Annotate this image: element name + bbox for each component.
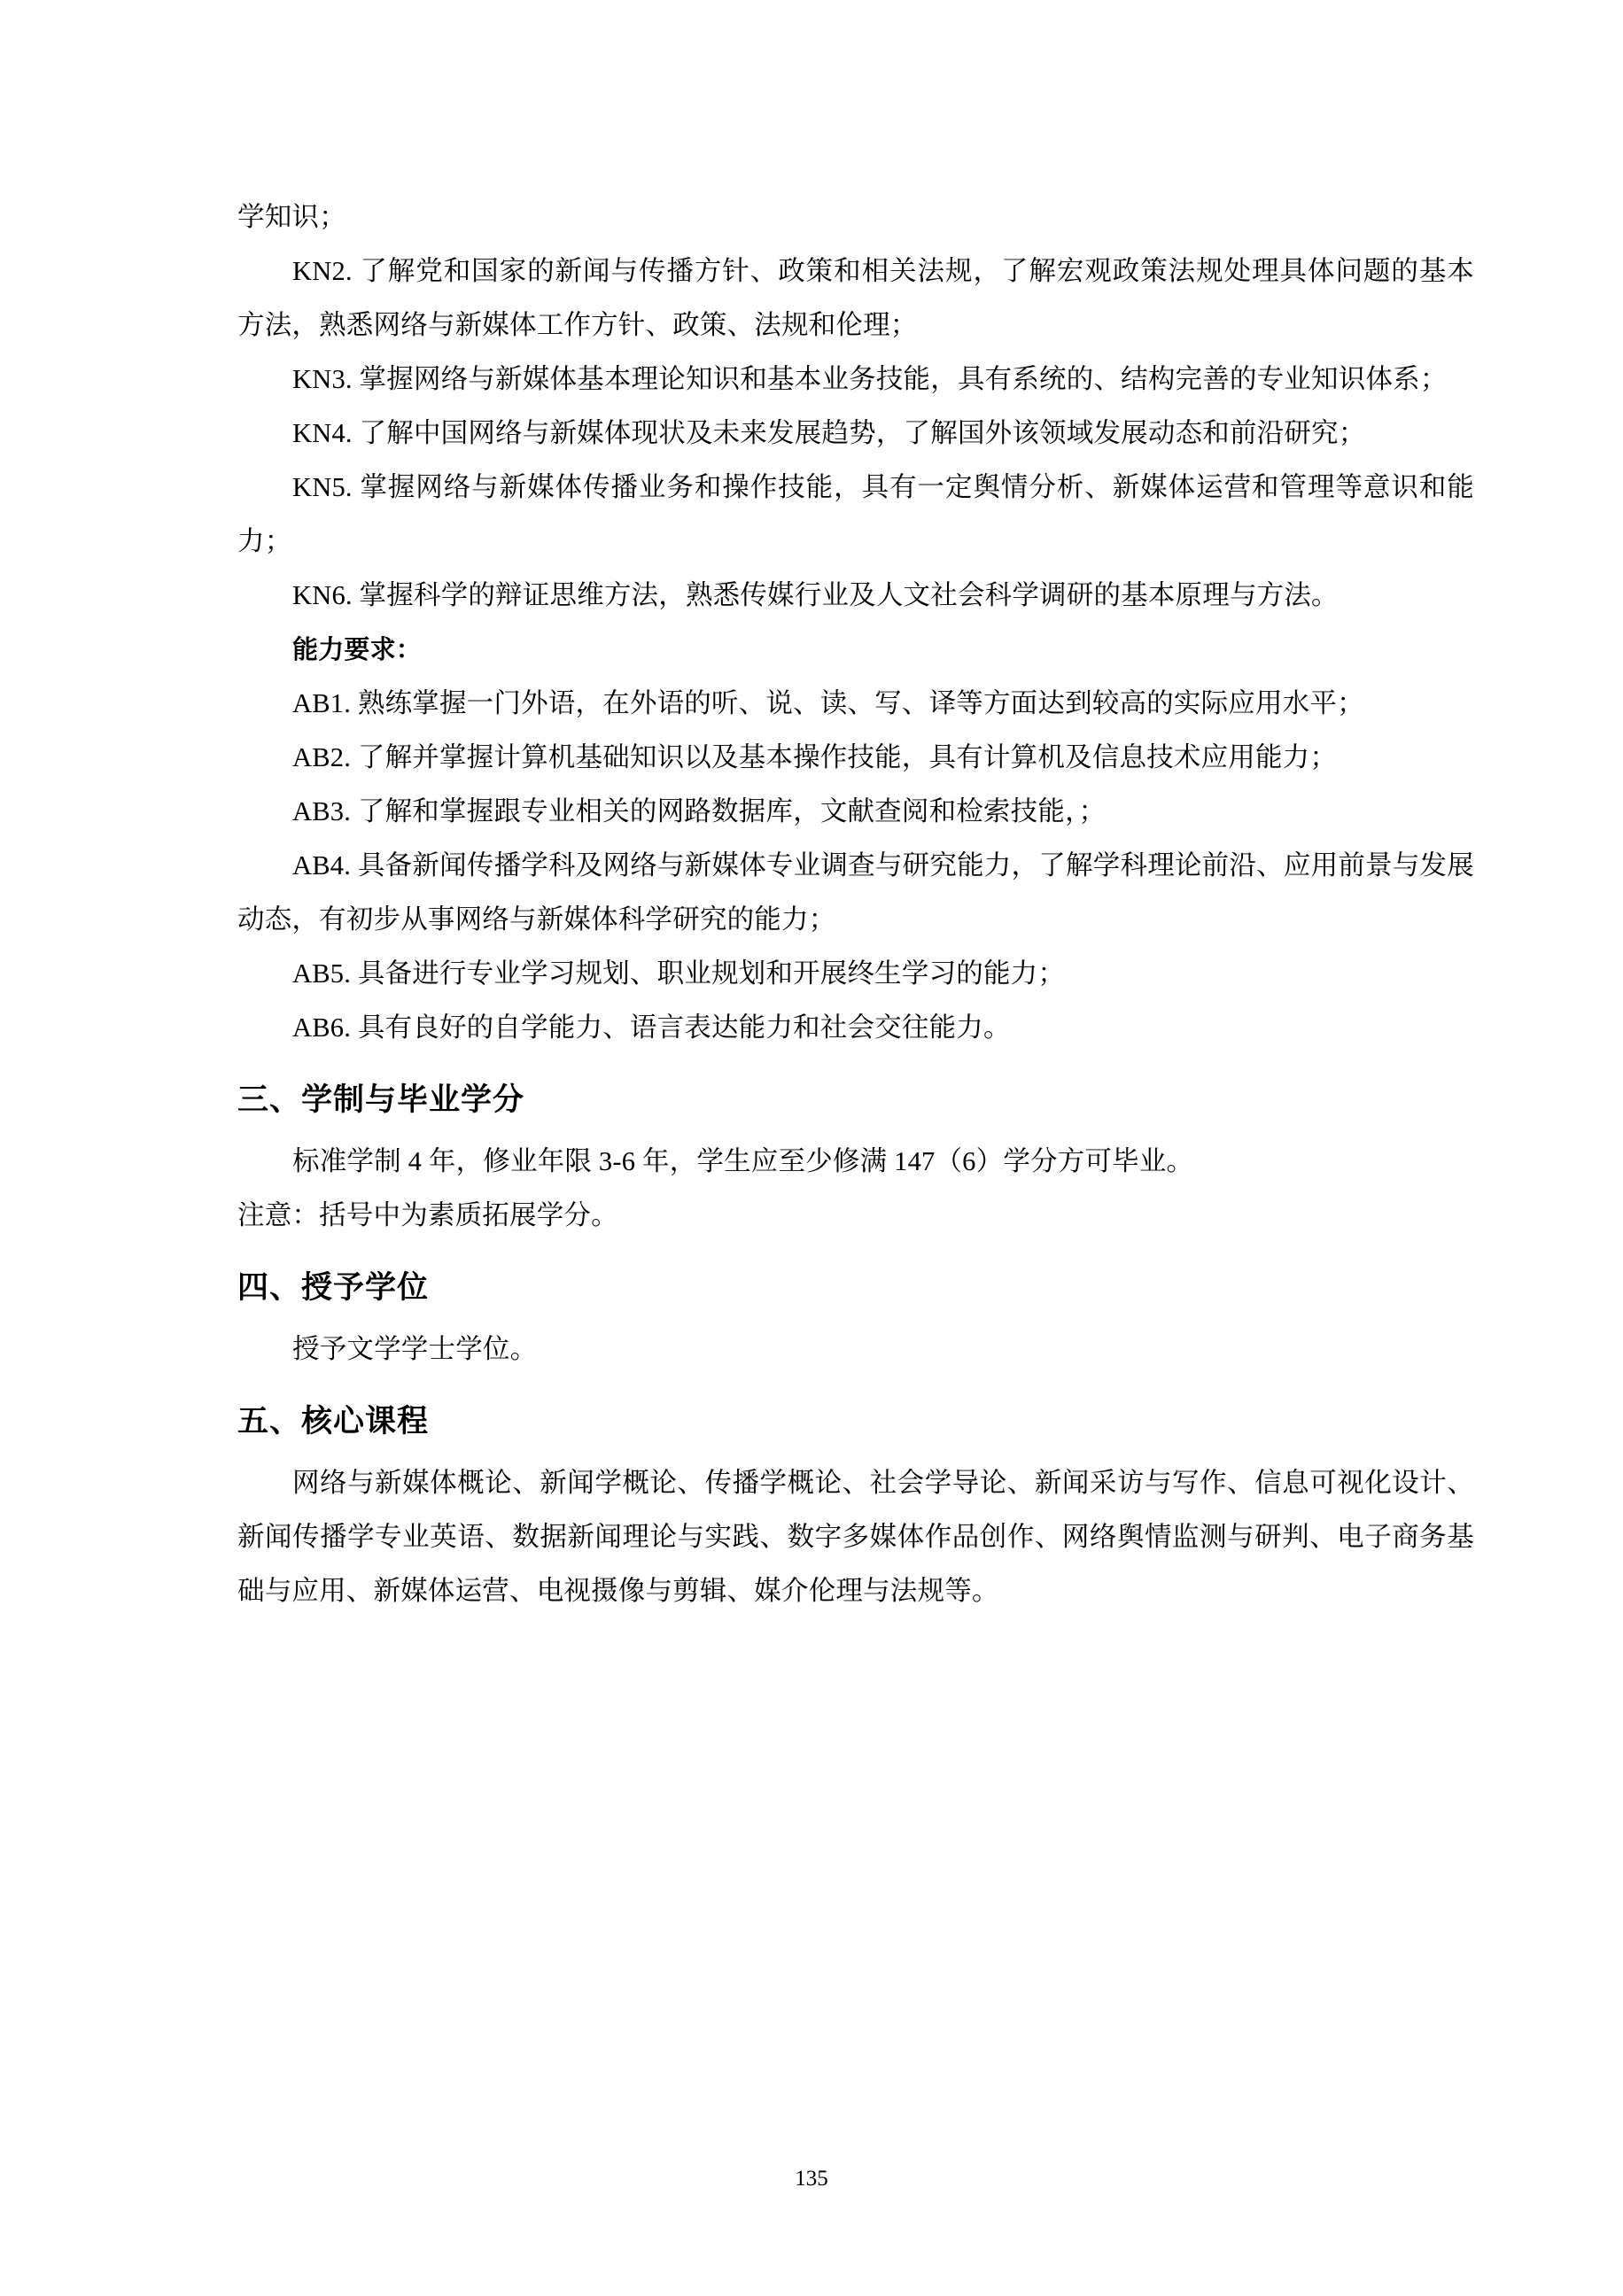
ability-item-ab1: AB1. 熟练掌握一门外语，在外语的听、说、读、写、译等方面达到较高的实际应用水平； xyxy=(292,688,1364,718)
knowledge-item-kn2: KN2. 了解党和国家的新闻与传播方针、政策和相关法规，了解宏观政策法规处理具体问题的基本方法，熟悉网络与新媒体工作方针、政策、法规和伦理； xyxy=(237,256,1474,340)
core-courses-paragraph: 网络与新媒体概论、新闻学概论、传播学概论、社会学导论、新闻采访与写作、信息可视化设计、新闻传播学专业英语、数据新闻理论与实践、数字多媒体作品创作、网络舆情监测与研判、电子商务基础与应用、新媒体运营、电视摄像与剪辑、媒介伦理与法规等。 xyxy=(237,1468,1474,1606)
page-number: 135 xyxy=(795,2167,828,2191)
ability-requirements-heading: 能力要求： xyxy=(292,634,423,664)
section-core-courses xyxy=(237,1392,1474,1618)
ability-item-ab5: AB5. 具备进行专业学习规划、职业规划和开展终生学习的能力； xyxy=(292,958,1066,989)
section-schooling-credits xyxy=(237,1071,1474,1243)
ability-item-ab3: AB3. 了解和掌握跟专业相关的网路数据库，文献查阅和检索技能，； xyxy=(292,796,1107,826)
knowledge-requirements-block xyxy=(237,190,1474,623)
schooling-credits-note: 注意：括号中为素质拓展学分。 xyxy=(237,1200,618,1230)
section-heading-schooling-credits: 三、学制与毕业学分 xyxy=(237,1082,525,1118)
continued-line: 学知识； xyxy=(237,202,346,232)
ability-item-ab6: AB6. 具有良好的自学能力、语言表达能力和社会交往能力。 xyxy=(292,1012,1011,1043)
knowledge-item-kn4: KN4. 了解中国网络与新媒体现状及未来发展趋势，了解国外该领域发展动态和前沿研究； xyxy=(292,418,1366,448)
knowledge-item-kn5: KN5. 掌握网络与新媒体传播业务和操作技能，具有一定舆情分析、新媒体运营和管理等意识和能力； xyxy=(237,472,1474,556)
degree-awarded-paragraph: 授予文学学士学位。 xyxy=(292,1334,538,1364)
section-heading-degree-awarded: 四、授予学位 xyxy=(237,1270,430,1306)
section-heading-core-courses: 五、核心课程 xyxy=(237,1404,430,1439)
ability-item-ab2: AB2. 了解并掌握计算机基础知识以及基本操作技能，具有计算机及信息技术应用能力； xyxy=(292,742,1338,772)
knowledge-item-kn3: KN3. 掌握网络与新媒体基本理论知识和基本业务技能，具有系统的、结构完善的专业知识体系； xyxy=(292,364,1448,394)
section-degree-awarded xyxy=(237,1259,1474,1377)
ability-requirements-block xyxy=(237,623,1474,1055)
ability-item-ab4: AB4. 具备新闻传播学科及网络与新媒体专业调查与研究能力，了解学科理论前沿、应用前景与发展动态，有初步从事网络与新媒体科学研究的能力； xyxy=(237,850,1474,935)
knowledge-item-kn6: KN6. 掌握科学的辩证思维方法，熟悉传媒行业及人文社会科学调研的基本原理与方法。 xyxy=(292,580,1339,610)
schooling-credits-paragraph: 标准学制 4 年，修业年限 3-6 年，学生应至少修满 147（6）学分方可毕业。 xyxy=(292,1146,1194,1176)
